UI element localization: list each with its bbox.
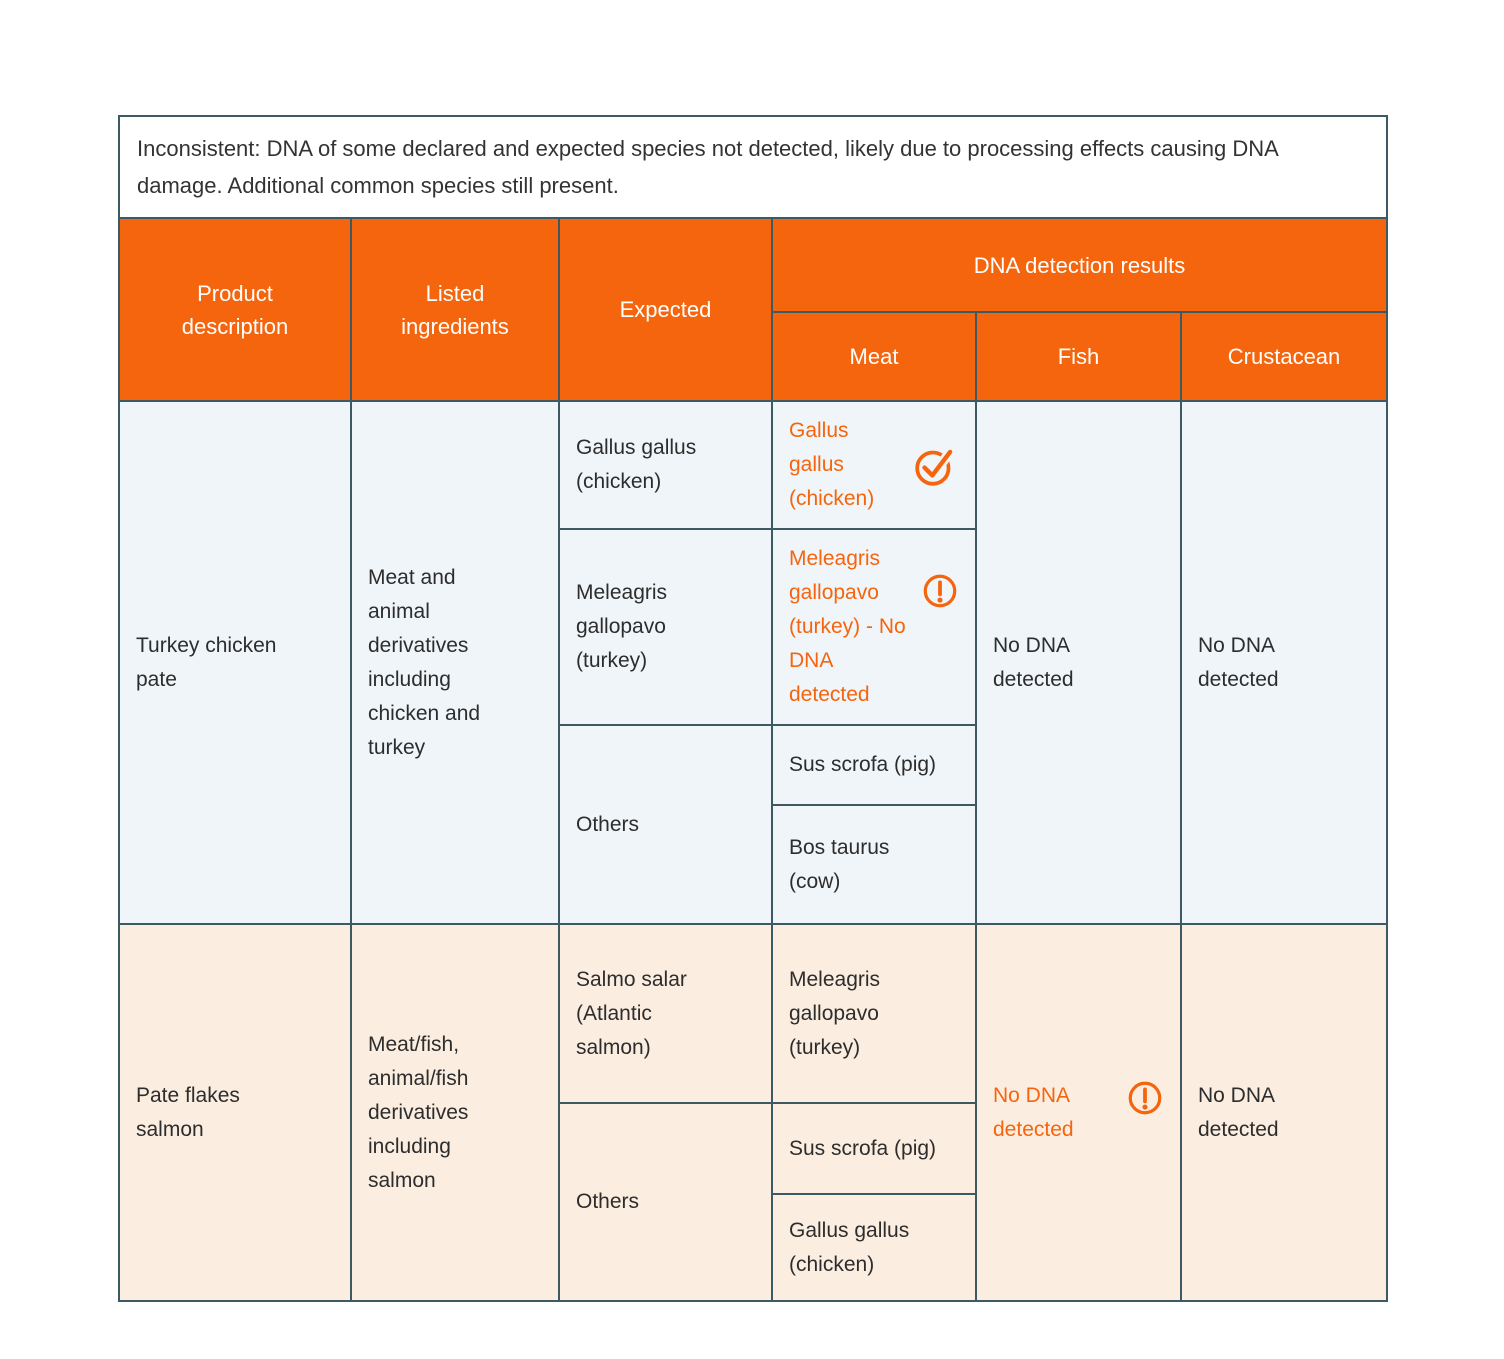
- cell-expected-species: [559, 725, 772, 924]
- crustacean-result-text: No DNA detected: [1198, 1083, 1279, 1141]
- cell-meat-result-warning: [772, 529, 976, 725]
- cell-meat-result: [772, 1103, 976, 1194]
- cell-meat-result-detected: [772, 401, 976, 529]
- column-header-label: Product description: [181, 280, 289, 339]
- expected-species-text: Others: [576, 812, 640, 836]
- cell-listed-ingredients: [351, 924, 559, 1301]
- product-name: Pate flakes salmon: [136, 1083, 240, 1141]
- meat-result-text: Meleagris gallopavo (turkey) - No DNA detected: [789, 547, 906, 706]
- column-header-expected: [559, 218, 772, 401]
- expected-species-text: Salmo salar (Atlantic salmon): [576, 967, 687, 1059]
- cell-fish-result: [976, 401, 1181, 924]
- column-header-label: Listed ingredients: [401, 280, 509, 339]
- meat-result-text: Sus scrofa (pig): [789, 753, 937, 776]
- meat-result-text: Bos taurus (cow): [789, 835, 890, 893]
- ingredients-text: Meat/fish, animal/fish derivatives including salmon: [368, 1032, 469, 1192]
- cell-product-description: [119, 401, 351, 924]
- meat-result-text: Gallus gallus (chicken): [789, 419, 875, 510]
- inconsistency-note-text: Inconsistent: DNA of some declared and expected species not detected, likely due to processing effects causing DNA damage. Additional common species still present.: [137, 136, 1278, 198]
- column-header-label: Fish: [1057, 344, 1100, 369]
- dna-detection-table: [118, 115, 1388, 1302]
- cell-expected-species: [559, 1103, 772, 1301]
- column-header-label: Crustacean: [1227, 344, 1341, 369]
- exclamation-circle-icon: [1126, 1079, 1164, 1117]
- fish-result-text: No DNA detected: [993, 633, 1074, 691]
- fish-result-text: No DNA detected: [993, 1083, 1074, 1141]
- product-name: Turkey chicken pate: [136, 633, 277, 691]
- cell-expected-species: [559, 529, 772, 725]
- meat-result-text: Meleagris gallopavo (turkey): [789, 967, 881, 1059]
- column-header-meat: [772, 312, 976, 401]
- cell-crustacean-result: [1181, 401, 1387, 924]
- meat-result-text: Gallus gallus (chicken): [789, 1218, 910, 1276]
- cell-meat-result: [772, 1194, 976, 1301]
- column-group-label: DNA detection results: [973, 252, 1186, 278]
- column-header-listed-ingredients: [351, 218, 559, 401]
- expected-species-text: Gallus gallus (chicken): [576, 436, 697, 493]
- column-header-fish: [976, 312, 1181, 401]
- column-header-label: Expected: [619, 297, 712, 322]
- cell-meat-result: [772, 725, 976, 805]
- cell-meat-result: [772, 924, 976, 1103]
- ingredients-text: Meat and animal derivatives including chicken and turkey: [368, 565, 481, 759]
- inconsistency-note: [119, 116, 1387, 218]
- cell-fish-result-warning: [976, 924, 1181, 1301]
- cell-listed-ingredients: [351, 401, 559, 924]
- exclamation-circle-icon: [921, 572, 959, 610]
- cell-meat-result: [772, 805, 976, 924]
- expected-species-text: Meleagris gallopavo (turkey): [576, 581, 668, 672]
- column-header-label: Meat: [849, 344, 899, 369]
- cell-expected-species: [559, 924, 772, 1103]
- cell-product-description: [119, 924, 351, 1301]
- expected-species-text: Others: [576, 1190, 640, 1213]
- dna-results-report: [118, 115, 1386, 1302]
- column-header-product-description: [119, 218, 351, 401]
- crustacean-result-text: No DNA detected: [1198, 633, 1279, 691]
- meat-result-text: Sus scrofa (pig): [789, 1136, 937, 1160]
- check-circle-icon: [913, 442, 959, 488]
- column-group-dna-detection-results: [772, 218, 1387, 312]
- cell-expected-species: [559, 401, 772, 529]
- column-header-crustacean: [1181, 312, 1387, 401]
- cell-crustacean-result: [1181, 924, 1387, 1301]
